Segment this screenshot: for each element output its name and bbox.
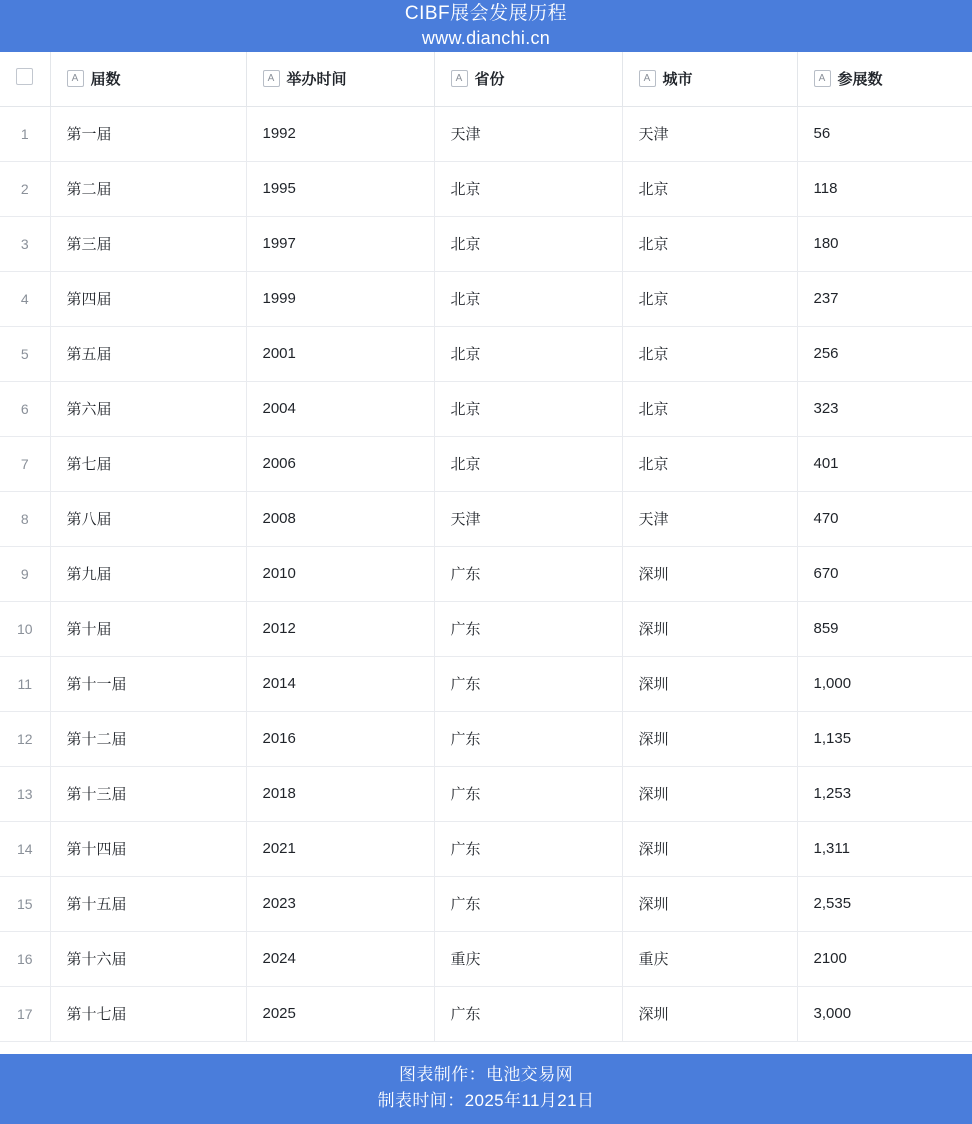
row-index: 1 (0, 106, 50, 161)
table-row[interactable] (0, 106, 972, 161)
cell-exhibitors: 323 (797, 381, 972, 436)
column-header-label: 参展数 (837, 71, 883, 89)
cell-province: 北京 (434, 326, 622, 381)
table-row[interactable] (0, 271, 972, 326)
cell-session: 第十六届 (50, 931, 246, 986)
cell-year: 2010 (246, 546, 434, 601)
text-type-icon: A (451, 70, 468, 87)
cell-year: 2023 (246, 876, 434, 931)
cell-exhibitors: 180 (797, 216, 972, 271)
cell-city: 深圳 (622, 821, 797, 876)
cell-year: 2016 (246, 711, 434, 766)
cell-city: 北京 (622, 216, 797, 271)
cell-province: 广东 (434, 601, 622, 656)
cell-year: 1997 (246, 216, 434, 271)
row-index: 3 (0, 216, 50, 271)
row-index: 8 (0, 491, 50, 546)
cell-city: 深圳 (622, 656, 797, 711)
table-row[interactable] (0, 216, 972, 271)
cell-province: 广东 (434, 656, 622, 711)
cell-session: 第十届 (50, 601, 246, 656)
cell-session: 第八届 (50, 491, 246, 546)
cell-province: 北京 (434, 271, 622, 326)
page-title: CIBF展会发展历程 (404, 2, 568, 24)
cell-session: 第三届 (50, 216, 246, 271)
cell-province: 重庆 (434, 931, 622, 986)
cell-city: 深圳 (622, 601, 797, 656)
cell-province: 广东 (434, 766, 622, 821)
cell-city: 深圳 (622, 986, 797, 1041)
cell-exhibitors: 237 (797, 271, 972, 326)
cell-exhibitors: 1,135 (797, 711, 972, 766)
row-index: 12 (0, 711, 50, 766)
column-header-year[interactable] (246, 52, 434, 106)
row-index: 2 (0, 161, 50, 216)
cell-city: 北京 (622, 326, 797, 381)
cell-province: 广东 (434, 711, 622, 766)
cell-exhibitors: 3,000 (797, 986, 972, 1041)
cell-province: 天津 (434, 106, 622, 161)
cell-session: 第一届 (50, 106, 246, 161)
cell-year: 2025 (246, 986, 434, 1041)
table-row[interactable] (0, 601, 972, 656)
cell-city: 重庆 (622, 931, 797, 986)
cell-exhibitors: 1,253 (797, 766, 972, 821)
cell-city: 北京 (622, 161, 797, 216)
cell-session: 第十一届 (50, 656, 246, 711)
column-header-label: 届数 (90, 71, 121, 89)
text-type-icon: A (263, 70, 280, 87)
column-header-city[interactable] (622, 52, 797, 106)
row-index: 13 (0, 766, 50, 821)
cell-year: 2021 (246, 821, 434, 876)
cell-exhibitors: 670 (797, 546, 972, 601)
cell-session: 第七届 (50, 436, 246, 491)
table-row[interactable] (0, 491, 972, 546)
cell-exhibitors: 2100 (797, 931, 972, 986)
table-row[interactable] (0, 986, 972, 1041)
cell-province: 广东 (434, 876, 622, 931)
cell-province: 广东 (434, 986, 622, 1041)
column-header-label: 省份 (474, 71, 505, 89)
row-index: 16 (0, 931, 50, 986)
cell-session: 第十三届 (50, 766, 246, 821)
table-row[interactable] (0, 656, 972, 711)
site-url: www.dianchi.cn (421, 27, 551, 48)
cell-exhibitors: 401 (797, 436, 972, 491)
text-type-icon: A (639, 70, 656, 87)
cell-year: 1995 (246, 161, 434, 216)
footer-date: 制表时间：2025年11月21日 (377, 1091, 595, 1110)
cell-year: 2024 (246, 931, 434, 986)
cell-exhibitors: 1,311 (797, 821, 972, 876)
row-index: 14 (0, 821, 50, 876)
cell-province: 北京 (434, 381, 622, 436)
cell-province: 北京 (434, 216, 622, 271)
table-row[interactable] (0, 436, 972, 491)
cell-year: 2008 (246, 491, 434, 546)
cell-city: 天津 (622, 491, 797, 546)
select-all-header[interactable] (0, 52, 50, 106)
cell-session: 第六届 (50, 381, 246, 436)
row-index: 15 (0, 876, 50, 931)
footer-banner (0, 1054, 972, 1124)
cell-city: 北京 (622, 271, 797, 326)
table-row[interactable] (0, 381, 972, 436)
header-banner (0, 0, 972, 52)
text-type-icon: A (67, 70, 84, 87)
cell-province: 广东 (434, 546, 622, 601)
cell-year: 2018 (246, 766, 434, 821)
row-index: 17 (0, 986, 50, 1041)
cell-city: 北京 (622, 381, 797, 436)
row-index: 4 (0, 271, 50, 326)
cell-year: 1999 (246, 271, 434, 326)
cell-year: 2001 (246, 326, 434, 381)
cell-session: 第十五届 (50, 876, 246, 931)
row-index: 10 (0, 601, 50, 656)
table-body (0, 106, 972, 1041)
cell-province: 天津 (434, 491, 622, 546)
table-row[interactable] (0, 711, 972, 766)
cell-city: 天津 (622, 106, 797, 161)
cell-exhibitors: 1,000 (797, 656, 972, 711)
cell-city: 深圳 (622, 546, 797, 601)
table-row[interactable] (0, 821, 972, 876)
cell-year: 2012 (246, 601, 434, 656)
row-index: 9 (0, 546, 50, 601)
row-index: 6 (0, 381, 50, 436)
column-header-label: 城市 (662, 71, 693, 89)
cell-year: 1992 (246, 106, 434, 161)
cell-province: 广东 (434, 821, 622, 876)
table-row[interactable] (0, 161, 972, 216)
cell-session: 第十四届 (50, 821, 246, 876)
cell-city: 深圳 (622, 711, 797, 766)
cell-session: 第五届 (50, 326, 246, 381)
column-header-session[interactable] (50, 52, 246, 106)
text-type-icon: A (814, 70, 831, 87)
row-index: 5 (0, 326, 50, 381)
column-header-label: 举办时间 (286, 71, 347, 89)
table-row[interactable] (0, 546, 972, 601)
column-header-exhibitors[interactable] (797, 52, 972, 106)
row-index: 7 (0, 436, 50, 491)
cell-year: 2006 (246, 436, 434, 491)
cell-session: 第四届 (50, 271, 246, 326)
cell-year: 2004 (246, 381, 434, 436)
table-container (0, 52, 972, 1054)
table-row[interactable] (0, 931, 972, 986)
cell-session: 第十七届 (50, 986, 246, 1041)
data-table (0, 52, 972, 1042)
table-header (0, 52, 972, 106)
cell-exhibitors: 470 (797, 491, 972, 546)
table-row[interactable] (0, 766, 972, 821)
cell-city: 深圳 (622, 876, 797, 931)
cell-exhibitors: 256 (797, 326, 972, 381)
row-index: 11 (0, 656, 50, 711)
cell-province: 北京 (434, 161, 622, 216)
cell-city: 深圳 (622, 766, 797, 821)
cell-session: 第二届 (50, 161, 246, 216)
table-row[interactable] (0, 876, 972, 931)
header-row (0, 52, 972, 106)
cell-exhibitors: 118 (797, 161, 972, 216)
cell-session: 第九届 (50, 546, 246, 601)
footer-credit: 图表制作：电池交易网 (399, 1065, 573, 1084)
select-all-checkbox-icon[interactable] (16, 68, 33, 85)
cell-year: 2014 (246, 656, 434, 711)
cell-exhibitors: 56 (797, 106, 972, 161)
table-row[interactable] (0, 326, 972, 381)
cell-province: 北京 (434, 436, 622, 491)
cell-city: 北京 (622, 436, 797, 491)
cell-exhibitors: 2,535 (797, 876, 972, 931)
cell-session: 第十二届 (50, 711, 246, 766)
column-header-province[interactable] (434, 52, 622, 106)
cell-exhibitors: 859 (797, 601, 972, 656)
